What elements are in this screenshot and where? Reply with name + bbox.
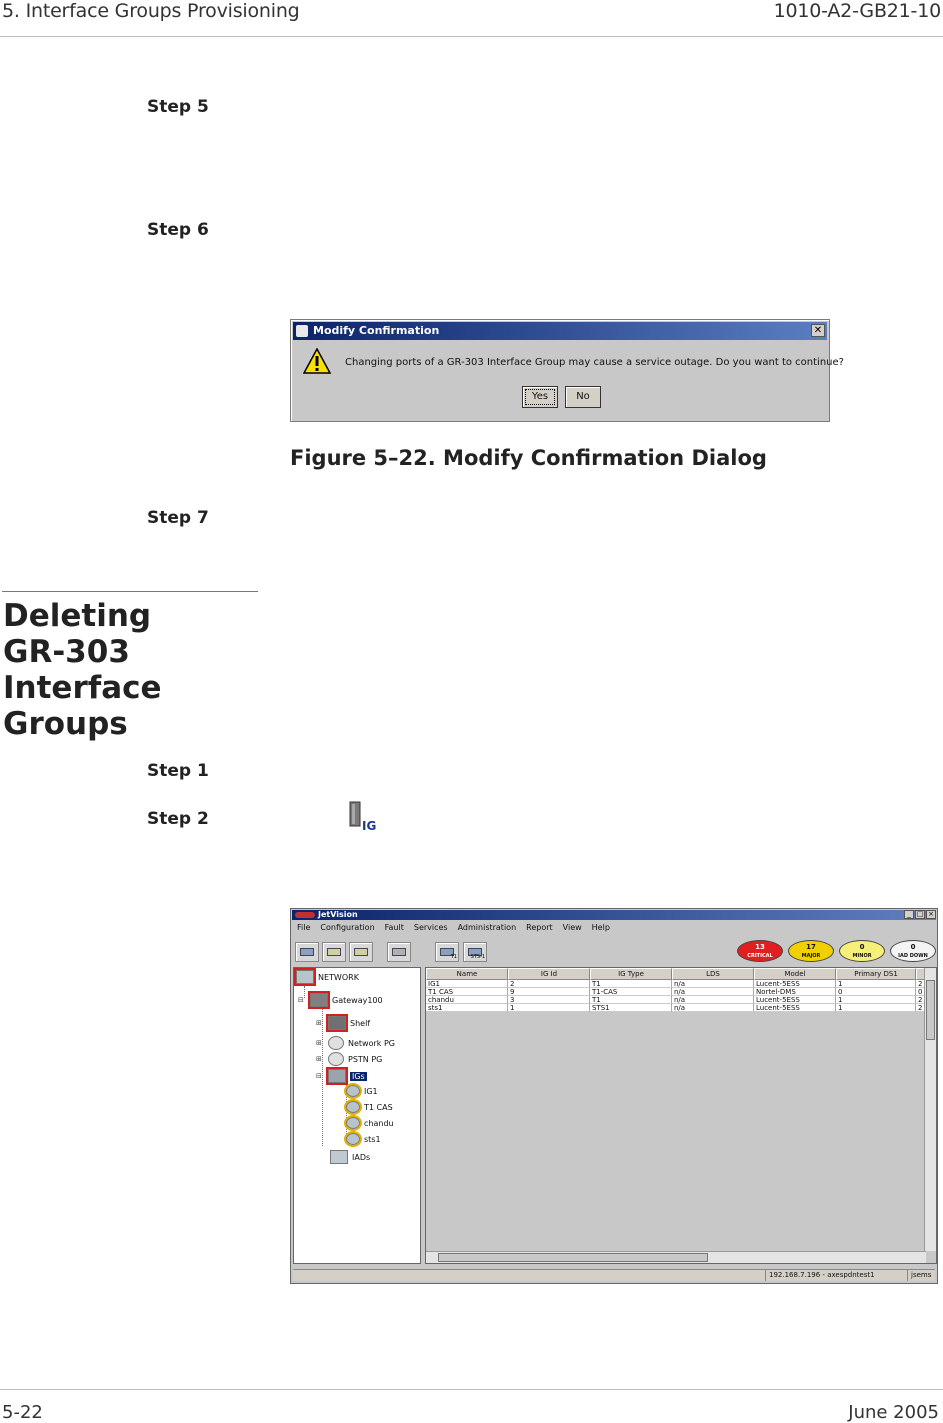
tree-item-ig1[interactable] [346,1085,378,1097]
column-header-model[interactable]: Model [754,968,836,980]
section-title [3,598,162,742]
pstn-pg-icon [328,1052,344,1066]
toolbar-sts1-button[interactable] [463,942,487,962]
iads-icon [330,1150,348,1164]
warning-icon [303,348,331,374]
column-header-ig-id[interactable]: IG Id [508,968,590,980]
alarm-critical-label: CRITICAL [747,953,773,959]
gateway-icon [310,993,328,1007]
horizontal-scrollbar[interactable] [426,1251,926,1263]
menu-report[interactable]: Report [526,923,553,932]
tree-item-t1-cas[interactable] [346,1101,393,1113]
tree-label: NETWORK [318,972,359,982]
page-header-right: 1010-A2-GB21-10 [773,0,941,22]
section-divider [2,591,258,592]
network-icon [296,970,314,984]
table-row[interactable] [426,996,936,1004]
alarm-minor-label: MINOR [852,953,872,959]
arrow-icon [327,948,341,956]
table-cell: Nortel-DMS [754,988,836,996]
table-cell: 0 [916,988,926,996]
table-cell: IG1 [426,980,508,988]
table-cell: chandu [426,996,508,1004]
tree-label: IG1 [364,1086,378,1096]
ig-icon [346,1101,360,1113]
ig-icon [346,1085,360,1097]
jetvision-title: JetVision [318,910,358,919]
toolbar-print-button[interactable] [387,942,411,962]
t1-label: T1 [450,954,457,960]
column-header-name[interactable]: Name [426,968,508,980]
header-divider [0,36,943,37]
toolbar-back-button[interactable] [349,942,373,962]
tree-item-iads[interactable] [330,1150,370,1164]
alarm-minor-count: 0 [859,943,865,951]
tree-label: chandu [364,1118,394,1128]
table-cell: 2 [916,980,926,988]
page-header-left: 5. Interface Groups Provisioning [2,0,300,22]
tree-item-sts1[interactable] [346,1133,381,1145]
expand-icon[interactable]: ⊞ [316,1055,322,1063]
close-icon[interactable]: ✕ [811,324,825,337]
table-cell: 1 [508,1004,590,1012]
step-2-label: Step 2 [147,809,209,829]
ig-icon [346,1117,360,1129]
network-pg-icon [328,1036,344,1050]
menu-services[interactable]: Services [413,923,448,932]
table-cell: 2 [916,1004,926,1012]
alarm-iad-down[interactable] [890,940,936,962]
table-cell: T1 [590,996,672,1004]
collapse-icon[interactable]: ⊟ [316,1072,322,1080]
page-number: 5-22 [2,1402,43,1423]
network-tree [293,967,421,1264]
tree-label: T1 CAS [364,1102,393,1112]
interface-group-icon [348,800,384,832]
step-5-label: Step 5 [147,97,209,117]
table-row[interactable] [426,988,936,996]
table-row[interactable] [426,980,936,988]
status-host: 192.168.7.196 - axespdntest1 [765,1270,905,1281]
step-6-label: Step 6 [147,220,209,240]
menu-file[interactable]: File [297,923,311,932]
table-cell: sts1 [426,1004,508,1012]
tree-label: IGs [352,1071,365,1081]
alarm-minor[interactable] [839,940,885,962]
menu-administration[interactable]: Administration [457,923,517,932]
tree-label: Shelf [350,1018,371,1028]
tree-item-network-pg[interactable] [316,1036,395,1050]
table-cell: 1 [836,1004,916,1012]
menu-fault[interactable]: Fault [384,923,404,932]
yes-button[interactable]: Yes [522,386,558,408]
jetvision-title-bar [292,910,936,920]
status-bar [293,1269,935,1281]
step-1-label: Step 1 [147,761,209,781]
ig-icon-label: IG [362,819,377,832]
minimize-icon[interactable]: _ [904,910,914,919]
dialog-message: Changing ports of a GR-303 Interface Group may cause a service outage. Do you want to continue? [345,357,844,368]
no-button[interactable]: No [565,386,601,408]
section-title-line: Groups [3,706,128,742]
table-cell: 0 [836,988,916,996]
alarm-critical-count: 13 [755,943,765,951]
publication-date: June 2005 [848,1402,939,1423]
tree-item-shelf[interactable] [316,1016,370,1030]
footer-divider [0,1389,943,1390]
modify-confirmation-dialog [290,319,844,422]
status-user: jsems [907,1270,931,1281]
window-controls [904,910,936,919]
scrollbar-thumb[interactable] [926,980,935,1040]
tree-item-pstn-pg[interactable] [316,1052,382,1066]
toolbar-chassis-button[interactable] [295,942,319,962]
tree-item-chandu[interactable] [346,1117,394,1129]
section-title-line: GR-303 [3,634,130,670]
expand-icon[interactable]: ⊞ [316,1039,322,1047]
toolbar-forward-button[interactable] [322,942,346,962]
ig-icon [346,1133,360,1145]
sts1-label: STS-1 [470,954,485,960]
scrollbar-thumb[interactable] [438,1253,708,1262]
alarm-iad-down-count: 0 [910,943,916,951]
ig-folder-icon [328,1069,346,1083]
dialog-title: Modify Confirmation [313,324,440,337]
alarm-major[interactable] [788,940,834,962]
ig-table [425,967,937,1264]
close-icon[interactable]: × [926,910,936,919]
figure-caption: Figure 5–22. Modify Confirmation Dialog [290,446,767,470]
table-cell: STS1 [590,1004,672,1012]
table-cell: n/a [672,1004,754,1012]
menu-configuration[interactable]: Configuration [320,923,375,932]
column-header-lds[interactable]: LDS [672,968,754,980]
maximize-icon[interactable]: □ [916,910,924,918]
step-7-label: Step 7 [147,508,209,528]
jetvision-window [290,908,938,1284]
alarm-iad-down-label: IAD DOWN [898,953,928,959]
table-cell: 2 [508,980,590,988]
shelf-icon [328,1016,346,1030]
table-cell: T1 CAS [426,988,508,996]
section-title-line: Interface [3,670,162,706]
table-cell: T1 [590,980,672,988]
table-cell: Lucent-5ESS [754,980,836,988]
column-header-primary-ds1[interactable]: Primary DS1 [836,968,916,980]
chassis-icon [300,948,314,956]
table-row[interactable] [426,1004,936,1012]
jetvision-logo-icon [295,912,315,918]
table-cell: Lucent-5ESS [754,1004,836,1012]
tree-label: PSTN PG [348,1054,383,1064]
expand-icon[interactable]: ⊞ [316,1019,322,1027]
arrow-icon [354,948,368,956]
tree-label: Network PG [348,1038,395,1048]
alarm-critical[interactable] [737,940,783,962]
tree-item-network[interactable] [296,970,359,984]
vertical-scrollbar[interactable] [924,968,936,1251]
table-cell: 1 [836,996,916,1004]
table-cell: T1-CAS [590,988,672,996]
java-cup-icon [296,325,308,337]
column-header-ig-type[interactable]: IG Type [590,968,672,980]
table-cell: n/a [672,996,754,1004]
menu-help[interactable]: Help [591,923,610,932]
table-cell: n/a [672,980,754,988]
table-cell: 1 [836,980,916,988]
collapse-icon[interactable]: ⊟ [298,996,304,1004]
printer-icon [392,948,406,956]
dialog-title-bar [293,322,827,340]
tree-label: sts1 [364,1134,381,1144]
tree-label: Gateway100 [332,995,383,1005]
toolbar-t1-button[interactable] [435,942,459,962]
table-cell: 2 [916,996,926,1004]
table-header [426,968,936,980]
table-cell: n/a [672,988,754,996]
tree-item-igs[interactable] [316,1069,367,1083]
table-cell: 3 [508,996,590,1004]
section-title-line: Deleting [3,598,152,634]
table-cell: 9 [508,988,590,996]
tree-label: IADs [352,1152,371,1162]
menu-bar [297,923,610,932]
menu-view[interactable]: View [562,923,582,932]
table-cell: Lucent-5ESS [754,996,836,1004]
alarm-major-count: 17 [806,943,816,951]
tree-item-gateway[interactable] [298,993,383,1007]
alarm-major-label: MAJOR [801,953,821,959]
